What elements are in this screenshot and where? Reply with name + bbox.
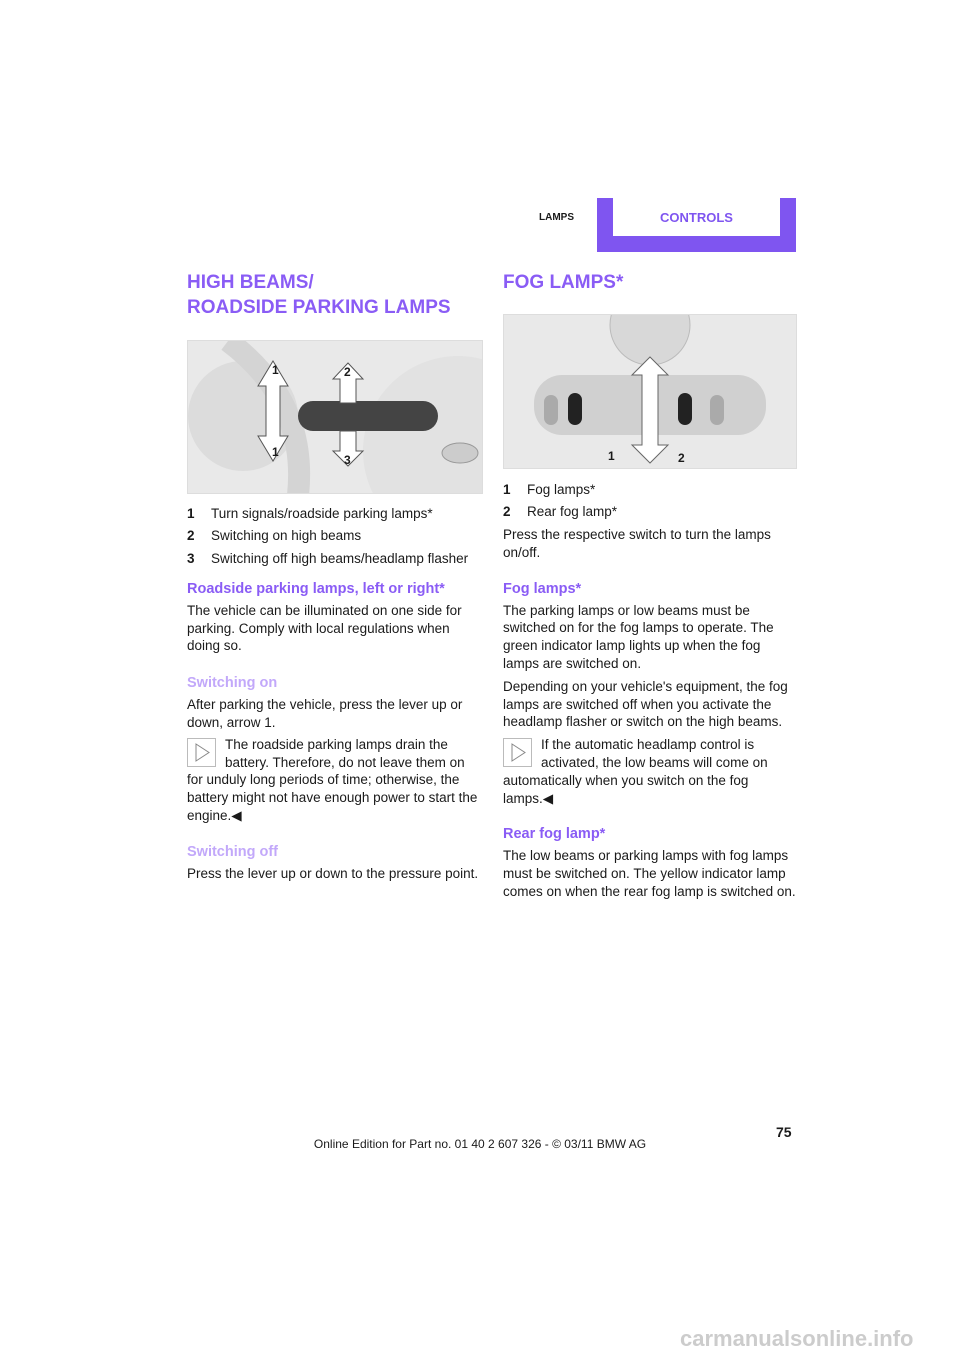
note — [187, 736, 483, 825]
legend-list — [187, 505, 483, 568]
right-column — [503, 270, 797, 901]
item-text: Fog lamps* — [527, 482, 596, 497]
list-item — [503, 503, 797, 521]
item-number: 2 — [503, 504, 511, 520]
list-item — [187, 505, 483, 523]
callout-1: 1 — [608, 449, 615, 463]
subheading: Switching off — [187, 843, 279, 860]
page-number: 75 — [776, 1124, 792, 1140]
section-label: LAMPS — [539, 212, 574, 223]
subheading: Switching on — [187, 675, 278, 692]
watermark: carmanualsonline.info — [680, 1326, 914, 1351]
chapter-tab — [597, 198, 796, 252]
callout-2: 2 — [678, 451, 685, 465]
item-text: Switching on high beams — [211, 528, 362, 544]
chapter-label: CONTROLS — [613, 198, 780, 236]
item-text: Rear fog lamp* — [527, 504, 618, 520]
item-number: 1 — [187, 506, 195, 521]
subheading: Roadside parking lamps, left or right* — [187, 580, 445, 597]
note-text: The roadside parking lamps drain the battery. Therefore, do not leave them on for unduly long periods of time; otherwise, the battery might not have enough power to start the engine.◀ — [187, 736, 478, 823]
paragraph: Press the lever up or down to the pressure point. — [187, 865, 479, 881]
paragraph: The vehicle can be illuminated on one side for parking. Comply with local regulations when doing so. — [187, 602, 462, 654]
item-number: 2 — [187, 528, 195, 544]
title-line: HIGH BEAMS/ — [187, 272, 314, 293]
subheading: Rear fog lamp* — [503, 826, 606, 843]
lever-figure — [187, 340, 483, 494]
item-text: Switching off high beams/headlamp flasher — [211, 550, 469, 566]
note-triangle-icon — [503, 738, 532, 767]
fog-switch-figure — [503, 314, 797, 469]
paragraph: The low beams or parking lamps with fog lamps must be switched on. The yellow indicator lamp comes on when the rear fog lamp is switched on. — [503, 848, 796, 899]
list-item — [187, 527, 483, 545]
section-title: FOG LAMPS* — [503, 272, 624, 293]
subheading: Fog lamps* — [503, 580, 582, 597]
note-triangle-icon — [187, 738, 216, 767]
section-title — [187, 270, 483, 320]
note-text: If the automatic headlamp control is activated, the low beams will come on automatically when you switch on the fog lamps.◀ — [503, 737, 768, 806]
legend-list — [503, 481, 797, 521]
callout-1: 1 — [272, 363, 279, 377]
footer-text: Online Edition for Part no. 01 40 2 607 326 - © 03/11 BMW AG — [313, 1137, 647, 1151]
lever-illustration — [188, 341, 482, 493]
callout-2: 2 — [344, 365, 351, 379]
title-line: ROADSIDE PARKING LAMPS — [187, 297, 451, 318]
switch-illustration — [504, 315, 796, 468]
item-text: Turn signals/roadside parking lamps* — [211, 506, 433, 521]
list-item — [503, 481, 797, 499]
item-number: 3 — [187, 550, 195, 566]
item-number: 1 — [503, 482, 511, 497]
paragraph: Depending on your vehicle's equipment, the fog lamps are switched off when you activate the headlamp flasher or switch on the high beams. — [503, 678, 788, 730]
callout-1-down: 1 — [272, 445, 279, 459]
note — [503, 736, 797, 807]
left-column — [187, 270, 483, 883]
paragraph: The parking lamps or low beams must be switched on for the fog lamps to operate. The green indicator lamp lights up when the fog lamps are switched on. — [503, 602, 774, 671]
callout-3: 3 — [344, 453, 351, 467]
list-item — [187, 550, 483, 568]
paragraph: Press the respective switch to turn the lamps on/off. — [503, 526, 771, 560]
paragraph: After parking the vehicle, press the lever up or down, arrow 1. — [187, 697, 463, 730]
